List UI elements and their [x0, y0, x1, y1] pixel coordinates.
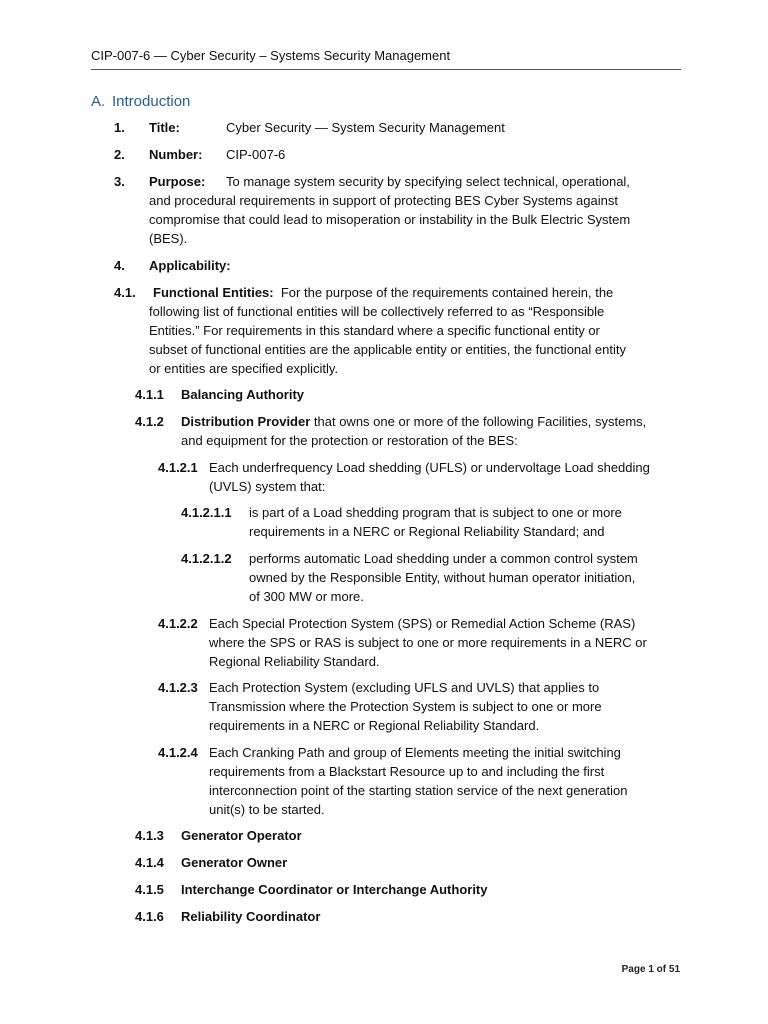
paragraph-line: requirements from a Blackstart Resource up to and including the first — [209, 764, 605, 779]
item-label: Number: — [149, 147, 203, 162]
paragraph-line: Regional Reliability Standard. — [209, 654, 380, 669]
paragraph-line: and equipment for the protection or restoration of the BES: — [181, 433, 518, 448]
entity-number: 4.1.3 — [135, 828, 164, 843]
entity-label: Interchange Coordinator or Interchange Authority — [181, 882, 488, 897]
paragraph-line: or entities are specified explicitly. — [149, 361, 339, 376]
paragraph-line: where the SPS or RAS is subject to one or more requirements in a NERC or — [209, 635, 647, 650]
item-label: Title: — [149, 120, 180, 135]
item-label: Applicability: — [149, 258, 231, 273]
item-text: Cyber Security — System Security Management — [226, 120, 505, 135]
paragraph-line: requirements in a NERC or Regional Reliability Standard. — [209, 718, 540, 733]
paragraph-line: subset of functional entities are the applicable entity or entities, the functional entity — [149, 342, 626, 357]
paragraph-line: and procedural requirements in support of protecting BES Cyber Systems against — [149, 193, 618, 208]
entity-number: 4.1.4 — [135, 855, 164, 870]
entity-number: 4.1.2.4 — [158, 745, 198, 760]
page-number: Page 1 of 51 — [621, 964, 680, 975]
section-letter: A. — [91, 93, 106, 110]
entity-number: 4.1.2.1.2 — [181, 551, 232, 566]
item-text: CIP-007-6 — [226, 147, 286, 162]
entity-number: 4.1.2.1.1 — [181, 505, 232, 520]
paragraph-line: compromise that could lead to misoperation or instability in the Bulk Electric System — [149, 212, 631, 227]
paragraph-line: Transmission where the Protection System is subject to one or more — [209, 699, 602, 714]
entity-number: 4.1.1 — [135, 387, 164, 402]
paragraph-line: (BES). — [149, 231, 188, 246]
item-number: 4. — [114, 258, 125, 273]
item-number: 4.1. — [114, 285, 136, 300]
item-number: 3. — [114, 174, 125, 189]
item-label: Functional Entities: — [153, 285, 274, 300]
paragraph-line: interconnection point of the starting station service of the next generation — [209, 783, 628, 798]
paragraph-line: owned by the Responsible Entity, without human operator initiation, — [249, 570, 636, 585]
paragraph-line: requirements in a NERC or Regional Reliability Standard; and — [249, 524, 605, 539]
entity-label: Balancing Authority — [181, 387, 305, 402]
paragraph-line: Each Special Protection System (SPS) or Remedial Action Scheme (RAS) — [209, 616, 636, 631]
paragraph-line — [181, 412, 646, 431]
paragraph-line: (UVLS) system that: — [209, 479, 326, 494]
paragraph-line: Entities.” For requirements in this standard where a specific functional entity or — [149, 323, 600, 338]
entity-number: 4.1.5 — [135, 882, 164, 897]
paragraph-line: To manage system security by specifying select technical, operational, — [226, 174, 630, 189]
paragraph-line: Each underfrequency Load shedding (UFLS) or undervoltage Load shedding — [209, 460, 650, 475]
item-number: 2. — [114, 147, 125, 162]
paragraph-line: of 300 MW or more. — [249, 589, 364, 604]
paragraph-line: unit(s) to be started. — [209, 802, 325, 817]
paragraph-line: performs automatic Load shedding under a common control system — [249, 551, 638, 566]
entity-number: 4.1.2.1 — [158, 460, 198, 475]
paragraph-line: is part of a Load shedding program that is subject to one or more — [249, 505, 622, 520]
entity-number: 4.1.2 — [135, 414, 164, 429]
paragraph-text: For the purpose of the requirements contained herein, the — [280, 285, 614, 300]
section-title: Introduction — [112, 93, 191, 110]
paragraph-text: that owns one or more of the following Facilities, systems, — [310, 414, 647, 429]
entity-label: Reliability Coordinator — [181, 909, 321, 924]
paragraph-line: following list of functional entities will be collectively referred to as “Responsible — [149, 304, 605, 319]
entity-number: 4.1.2.3 — [158, 680, 198, 695]
entity-label: Generator Owner — [181, 855, 288, 870]
section-heading — [91, 93, 190, 110]
item-number: 1. — [114, 120, 125, 135]
entity-number: 4.1.6 — [135, 909, 164, 924]
running-header: CIP-007-6 — Cyber Security – Systems Security Management — [91, 48, 681, 70]
entity-number: 4.1.2.2 — [158, 616, 198, 631]
item-label: Purpose: — [149, 174, 206, 189]
entity-label: Distribution Provider — [181, 414, 311, 429]
paragraph-line: Each Protection System (excluding UFLS and UVLS) that applies to — [209, 680, 600, 695]
paragraph-line: Each Cranking Path and group of Elements meeting the initial switching — [209, 745, 621, 760]
entity-label: Generator Operator — [181, 828, 302, 843]
paragraph-line — [153, 283, 613, 302]
